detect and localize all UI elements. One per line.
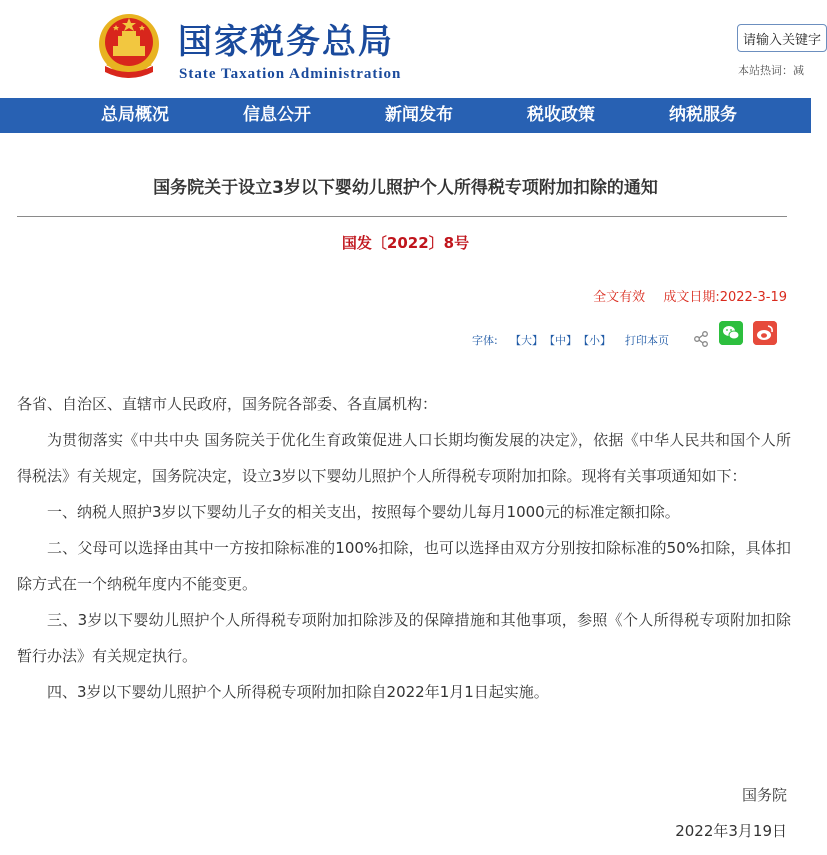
article-tools — [472, 328, 792, 352]
site-header — [0, 0, 822, 98]
site-subtitle: State Taxation Administration — [179, 66, 402, 82]
title-divider — [17, 216, 787, 217]
share-icon[interactable] — [692, 330, 710, 348]
clause-2-paragraph: 二、父母可以选择由其中一方按扣除标准的100%扣除，也可以选择由双方分别按扣除标准的50%扣除，具体扣除方式在一个纳税年度内不能变更。 — [17, 539, 791, 593]
font-large-link[interactable]: 【大】 — [510, 334, 543, 347]
font-medium-link[interactable]: 【中】 — [544, 334, 577, 347]
main-nav — [0, 98, 811, 133]
issue-date: 成文日期:2022-3-19 — [663, 290, 787, 305]
search-input[interactable]: 请输入关键字 — [737, 24, 827, 52]
print-page-link[interactable]: 打印本页 — [625, 334, 669, 347]
document-number: 国发〔2022〕8号 — [341, 234, 470, 252]
nav-item-tax-service[interactable]: 纳税服务 — [669, 105, 737, 125]
clause-1-paragraph: 一、纳税人照护3岁以下婴幼儿子女的相关支出，按照每个婴幼儿每月1000元的标准定额扣除。 — [47, 503, 680, 521]
issuer-signature: 国务院 — [741, 786, 787, 804]
nav-item-overview[interactable]: 总局概况 — [101, 105, 169, 125]
site-title[interactable]: 国家税务总局 — [178, 22, 394, 62]
validity-status: 全文有效 — [593, 290, 646, 305]
hot-keywords-label: 本站热词：减 — [738, 64, 804, 77]
signature-date: 2022年3月19日 — [675, 822, 787, 840]
intro-paragraph: 为贯彻落实《中共中央 国务院关于优化生育政策促进人口长期均衡发展的决定》，依据《中华人民共和国个人所得税法》有关规定，国务院决定，设立3岁以下婴幼儿照护个人所得税专项附加扣除。现将有关事项通知如下： — [17, 431, 791, 485]
national-emblem-icon[interactable] — [97, 12, 161, 84]
nav-item-info-disclosure[interactable]: 信息公开 — [243, 105, 311, 125]
nav-item-news[interactable]: 新闻发布 — [385, 105, 453, 125]
article-meta — [593, 288, 787, 308]
font-size-label: 字体: — [472, 334, 498, 347]
nav-item-tax-policy[interactable]: 税收政策 — [527, 105, 595, 125]
wechat-share-icon[interactable] — [719, 321, 743, 345]
clause-3-paragraph: 三、3岁以下婴幼儿照护个人所得税专项附加扣除涉及的保障措施和其他事项，参照《个人所得税专项附加扣除暂行办法》有关规定执行。 — [17, 611, 791, 665]
font-small-link[interactable]: 【小】 — [578, 334, 611, 347]
article-body — [17, 386, 791, 710]
article-title: 国务院关于设立3岁以下婴幼儿照护个人所得税专项附加扣除的通知 — [153, 178, 658, 198]
clause-4-paragraph: 四、3岁以下婴幼儿照护个人所得税专项附加扣除自2022年1月1日起实施。 — [47, 683, 549, 701]
weibo-share-icon[interactable] — [753, 321, 777, 345]
salutation-paragraph: 各省、自治区、直辖市人民政府，国务院各部委、各直属机构： — [17, 395, 438, 413]
